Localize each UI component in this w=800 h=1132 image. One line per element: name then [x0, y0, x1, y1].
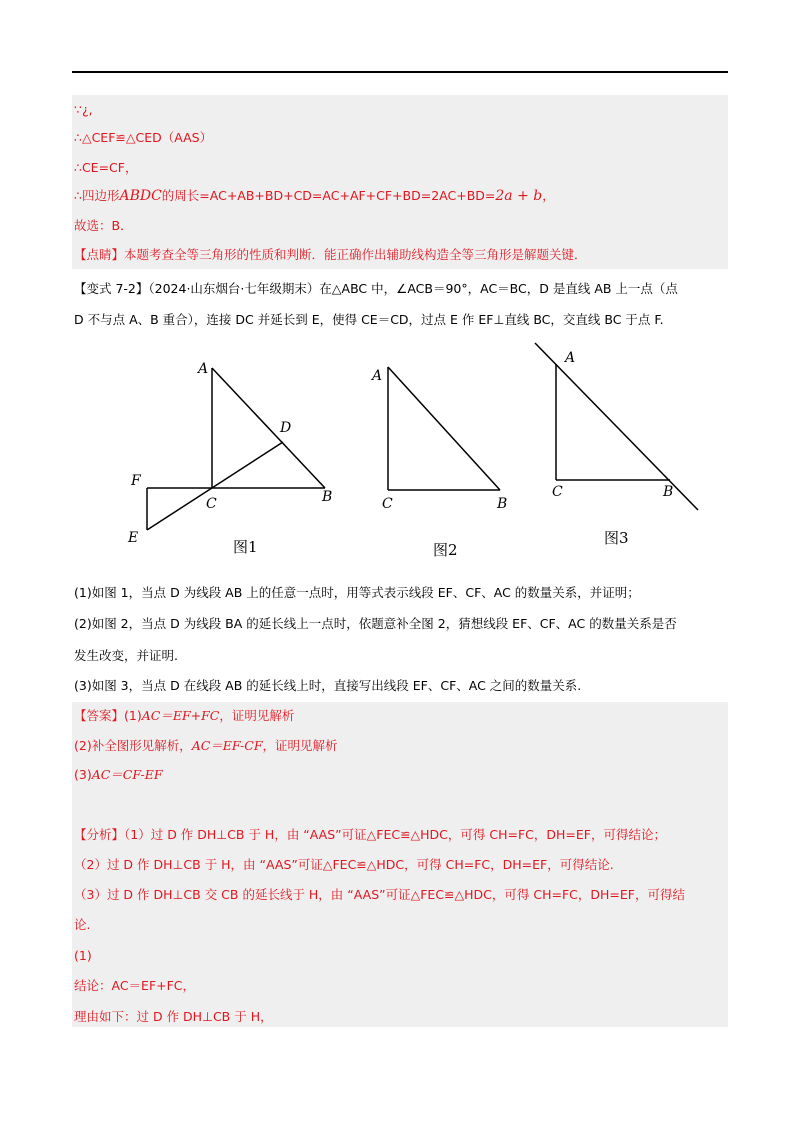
detail-line-2: 结论：AC＝EF+FC， [74, 978, 196, 993]
fig3-label-A: A [565, 350, 576, 366]
fig3-label-B: B [663, 484, 674, 500]
dianjing-text: 本题考查全等三角形的性质和判断．能正确作出辅助线构造全等三角形是解题关键． [124, 247, 587, 262]
solution-line-4 [74, 188, 555, 204]
header-rule [72, 71, 728, 73]
quad-name: ABDC [119, 188, 162, 204]
problem-text-1: （2024·山东烟台·七年级期末）在△ABC 中，∠ACB＝90°，AC＝BC，D 是直线 AB 上一点（点 [148, 281, 678, 296]
fig1-label-D: D [280, 420, 292, 436]
dianjing-tag: 【点睛】 [74, 247, 125, 262]
figures-area [0, 340, 800, 570]
answer-1-eq: AC＝EF+FC [141, 708, 220, 723]
figure-2 [370, 367, 507, 559]
fig1-label-B: B [322, 489, 333, 505]
fig2-label-B: B [497, 496, 508, 512]
problem-line-1 [74, 281, 678, 297]
question-3: (3)如图 3，当点 D 在线段 AB 的延长线上时，直接写出线段 EF、CF、AC 之间的数量关系. [74, 678, 582, 693]
analysis-tag: 【分析】 [74, 827, 125, 842]
answer-2-pre: (2)补全图形见解析， [74, 738, 192, 753]
fig2-label-A: A [372, 368, 383, 384]
answer-3-eq: AC＝CF-EF [91, 767, 163, 782]
figure-1 [127, 361, 332, 556]
question-2b: 发生改变，并证明. [74, 648, 178, 663]
analysis-line-4: 论. [74, 917, 91, 932]
answer-1-tail: ，证明见解析 [219, 708, 295, 723]
answer-line-2 [74, 738, 338, 754]
problem-line-2: D 不与点 A、B 重合），连接 DC 并延长到 E，使得 CE＝CD，过点 E 作 EF⊥直线 BC，交直线 BC 于点 F. [74, 312, 664, 327]
solution-line-1: ∵¿, [74, 102, 93, 117]
analysis-line-1 [74, 827, 666, 843]
analysis-p1: （1）过 D 作 DH⊥CB 于 H，由 “AAS”可证△FEC≌△HDC，可得 CH=FC，DH=EF，可得结论； [124, 827, 666, 842]
answer-2-tail: ，证明见解析 [262, 738, 338, 753]
solution-line-5: 故选：B． [74, 218, 133, 233]
question-2a: (2)如图 2，当点 D 为线段 BA 的延长线上一点时，依题意补全图 2，猜想线段 EF、CF、AC 的数量关系是否 [74, 616, 677, 631]
solution-line-3: ∴CE=CF， [74, 160, 138, 175]
fig1-label-C: C [206, 496, 217, 512]
solution-line-2: ∴△CEF≌△CED（AAS） [74, 130, 213, 145]
answer-2-eq: AC＝EF-CF [191, 738, 263, 753]
answer-tag: 【答案】 [74, 708, 125, 723]
answer-line-1 [74, 708, 294, 724]
perimeter-prefix: ∴四边形 [74, 188, 120, 203]
question-1: (1)如图 1，当点 D 为线段 AB 上的任意一点时，用等式表示线段 EF、CF、AC 的数量关系，并证明； [74, 585, 640, 600]
detail-line-3: 理由如下：过 D 作 DH⊥CB 于 H， [74, 1009, 273, 1024]
answer-1-num: (1) [124, 708, 142, 723]
analysis-line-2: （2）过 D 作 DH⊥CB 于 H，由 “AAS”可证△FEC≌△HDC，可得 CH=FC，DH=EF，可得结论. [74, 857, 614, 872]
solution-block [72, 95, 728, 269]
figure-3 [535, 343, 698, 547]
detail-line-1: (1) [74, 948, 92, 963]
problem-tag: 【变式 7-2】 [74, 281, 149, 296]
dianjing-line [74, 247, 587, 263]
fig2-caption: 图2 [433, 541, 458, 559]
analysis-line-3: （3）过 D 作 DH⊥CB 交 CB 的延长线于 H，由 “AAS”可证△FEC≌△HDC，可得 CH=FC，DH=EF，可得结 [74, 887, 685, 902]
fig3-caption: 图3 [604, 529, 629, 547]
perimeter-expr: 2a + b [495, 188, 543, 204]
perimeter-sum: 的周长=AC+AB+BD+CD=AC+AF+CF+BD=2AC+BD= [161, 188, 496, 203]
fig1-caption: 图1 [233, 538, 258, 556]
fig2-label-C: C [382, 496, 393, 512]
answer-line-3 [74, 767, 163, 783]
answer-3-num: (3) [74, 767, 92, 782]
fig1-label-A: A [198, 361, 209, 377]
fig3-label-C: C [552, 484, 563, 500]
fig1-label-F: F [131, 473, 141, 489]
fig1-label-E: E [128, 530, 139, 546]
perimeter-end: ， [542, 188, 555, 203]
